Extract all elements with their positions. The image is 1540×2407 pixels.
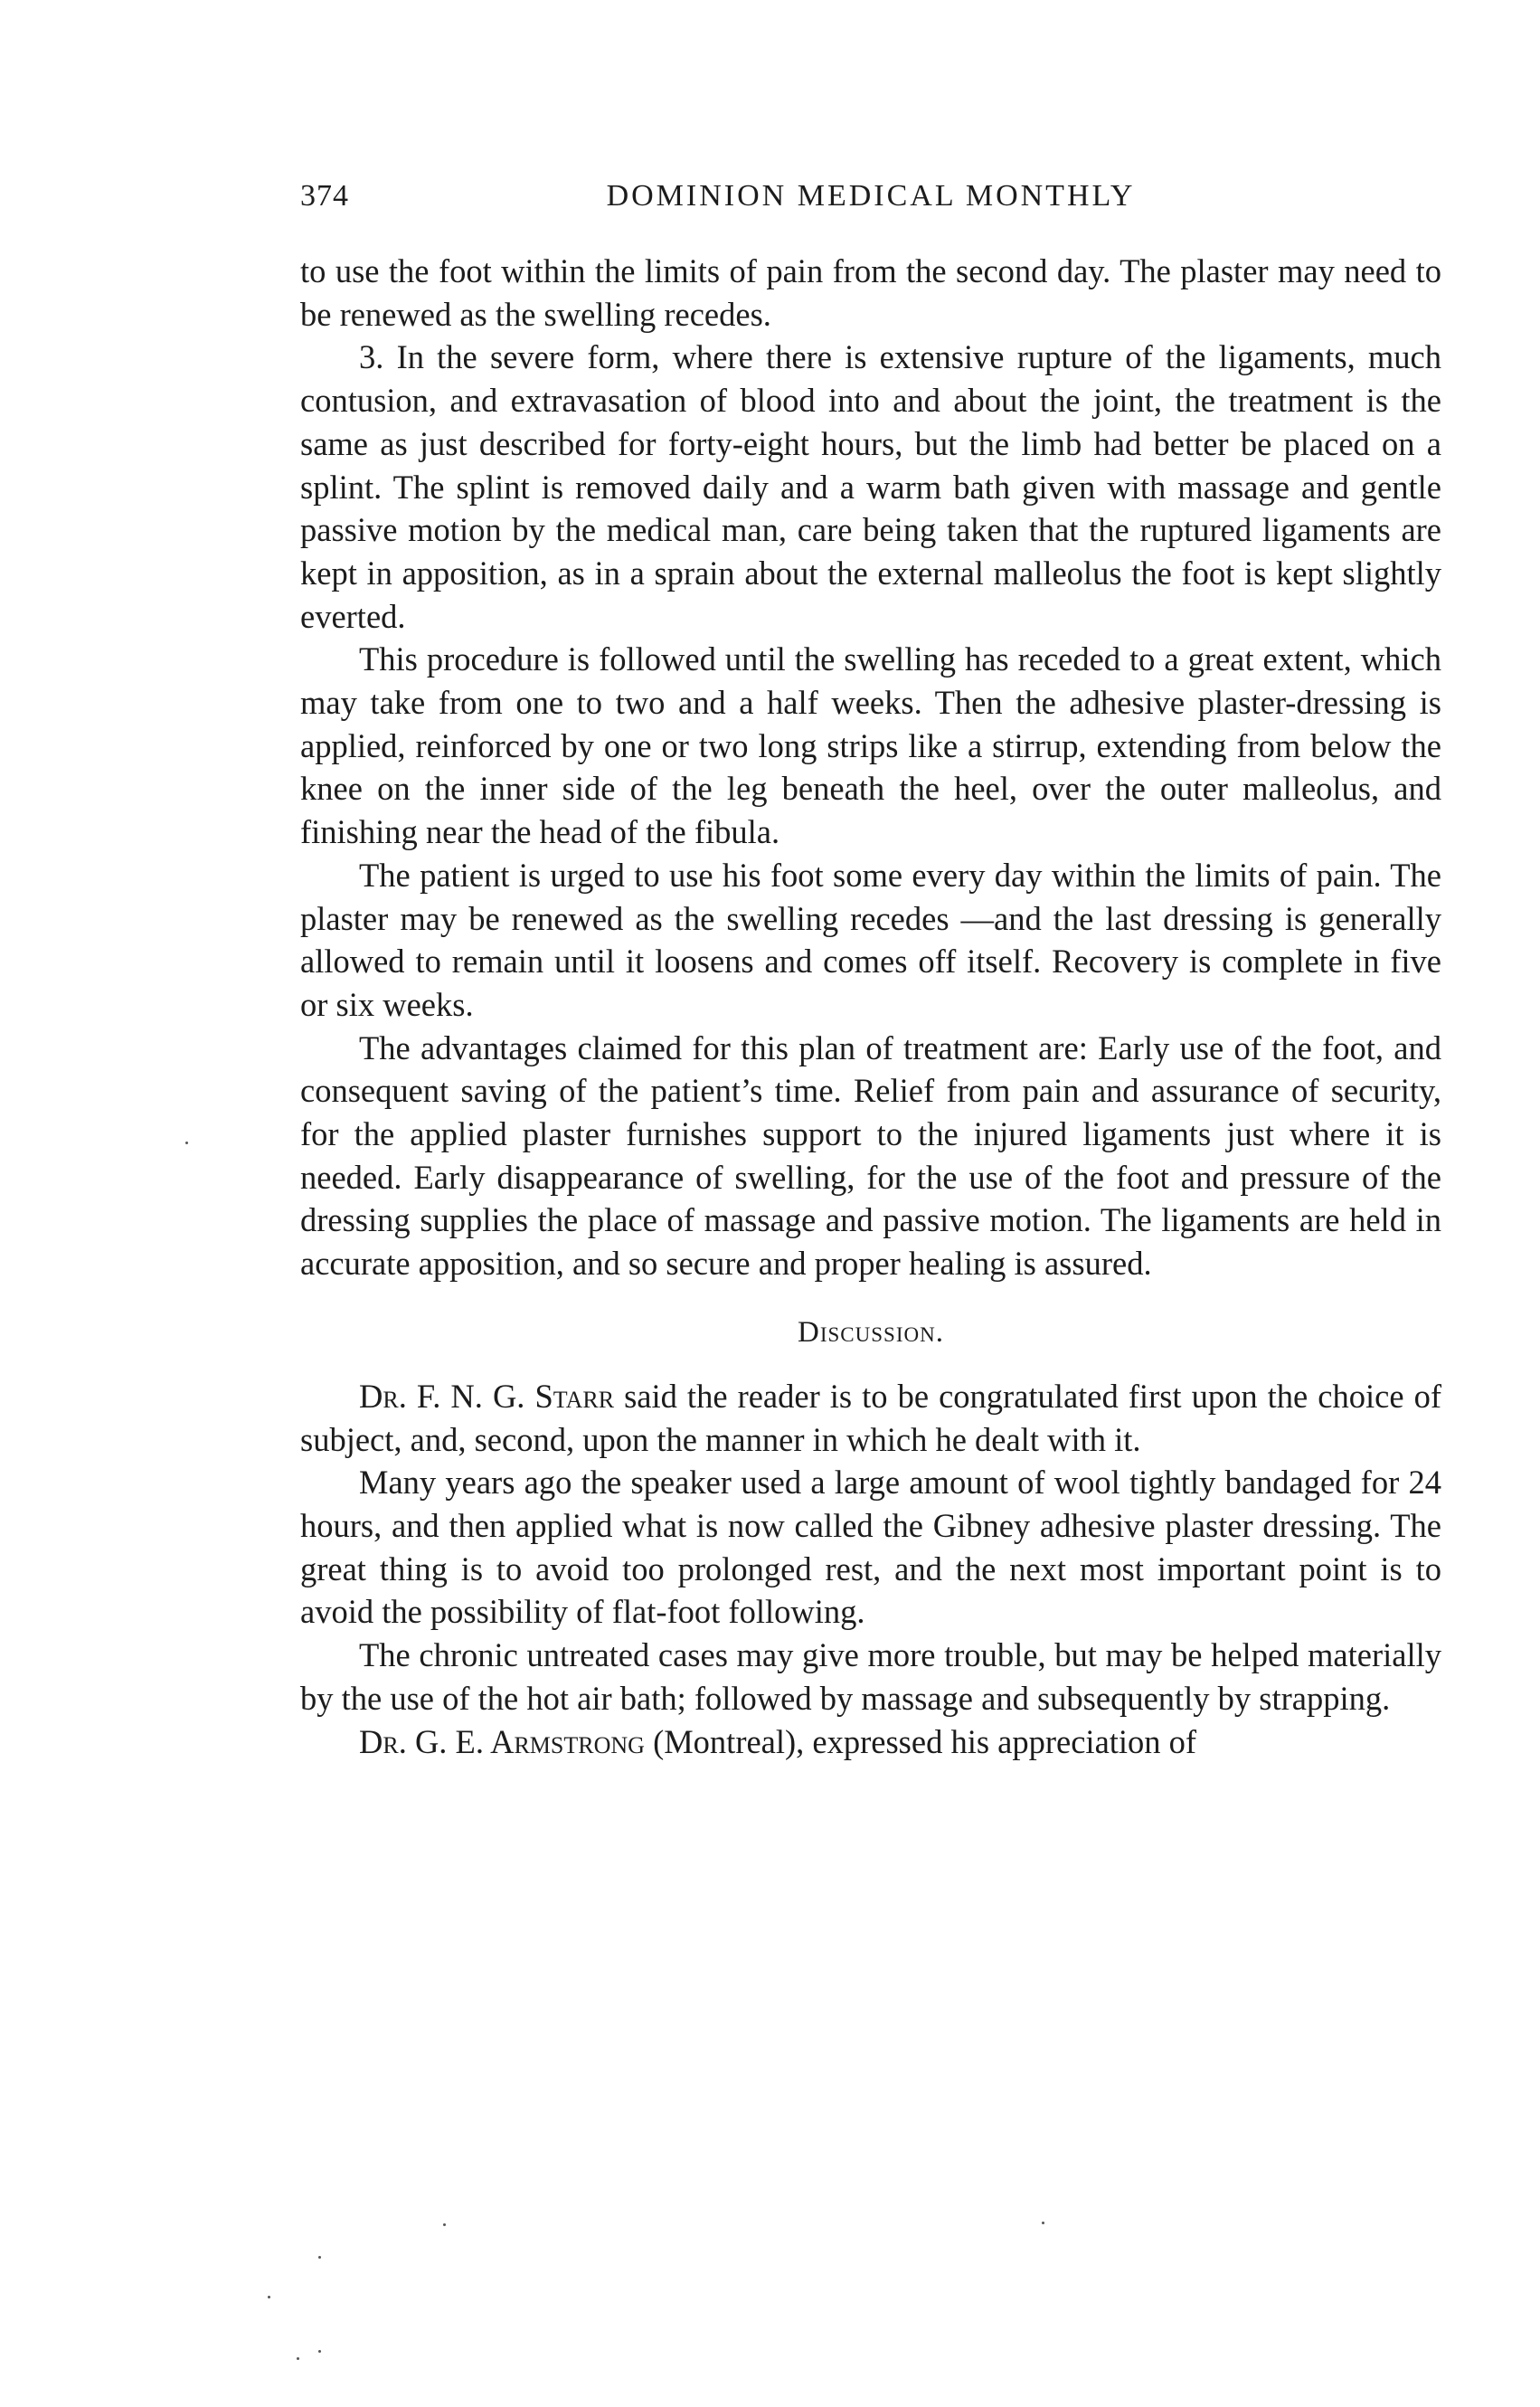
paragraph-advantages: The advantages claimed for this plan of treatment are: Early use of the foot, and consequent saving of the patient’s time. Relief from pain and assurance of security, for the applied plaster furnishes support to the injured ligaments just where it is needed. Early disappearance of swelling, for the use of the foot and pressure of the dressing supplies the place of massage and passive motion. The ligaments are held in accurate apposition, and so secure and proper healing is assured.	[300, 1028, 1441, 1283]
paragraph-procedure: This procedure is followed until the swelling has receded to a great extent, which may take from one to two and a half weeks. Then the adhesive plaster-dressing is applied, reinforced by one or two long strips like a stirrup, extending from below the knee on the inner side of the leg beneath the heel, over the outer malleolus, and finishing near the head of the fibula.	[300, 640, 1441, 851]
paragraph-text: (Montreal), expressed his appreciation of	[644, 1722, 1197, 1760]
scan-speck	[297, 2357, 299, 2360]
paragraph-starr	[300, 1375, 1441, 1461]
scan-speck	[1042, 2222, 1044, 2224]
paragraph-patient-urged: The patient is urged to use his foot some every day within the limits of pain. The plaster may be renewed as the swelling recedes —and the last dressing is generally allowed to remain until it loosens and comes off itself. Recovery is complete in five or six weeks.	[300, 856, 1441, 1023]
page-number: 374	[300, 179, 349, 213]
speaker-name: Dr. G. E. Armstrong	[359, 1722, 645, 1760]
running-head: DOMINION MEDICAL MONTHLY	[606, 179, 1136, 213]
section-heading: Discussion.	[798, 1315, 944, 1349]
scan-speck	[318, 2350, 321, 2353]
page-header	[300, 179, 1441, 233]
paragraph-wool-bandage: Many years ago the speaker used a large amount of wool tightly bandaged for 24 hours, and then applied what is now called the Gibney adhesive plaster dressing. The great thing is to avoid too prolonged rest, and the next most important point is to avoid the possibility of flat-foot following.	[300, 1464, 1441, 1631]
scan-speck	[443, 2223, 446, 2226]
paragraph-severe-form: 3. In the severe form, where there is extensive rupture of the ligaments, much contusion, and extravasation of blood into and about the joint, the treatment is the same as just described for forty-eight hours, but the limb had better be placed on a splint. The splint is removed daily and a warm bath given with massage and gentle passive motion by the medical man, care being taken that the ruptured ligaments are kept in apposition, as in a sprain about the external malleolus the foot is kept slightly everted.	[300, 338, 1441, 635]
speaker-name: Dr. F. N. G. Starr	[359, 1377, 615, 1415]
document-page	[300, 179, 1441, 1763]
paragraph-continuation: to use the foot within the limits of pain from the second day. The plaster may need to be renewed as the swelling recedes.	[300, 252, 1441, 333]
scan-speck	[185, 1142, 188, 1144]
scan-speck	[318, 2256, 321, 2259]
paragraph-chronic-cases: The chronic untreated cases may give more trouble, but may be helped materially by the use of the hot air bath; followed by massage and subsequently by strapping.	[300, 1636, 1441, 1717]
paragraph-armstrong	[300, 1720, 1441, 1764]
scan-speck	[268, 2296, 270, 2298]
body-text	[300, 250, 1441, 1763]
paragraph-text: said the reader is to be congratulated first upon the choice of subject, and, second, upon the manner in which he dealt with it.	[300, 1377, 1441, 1458]
